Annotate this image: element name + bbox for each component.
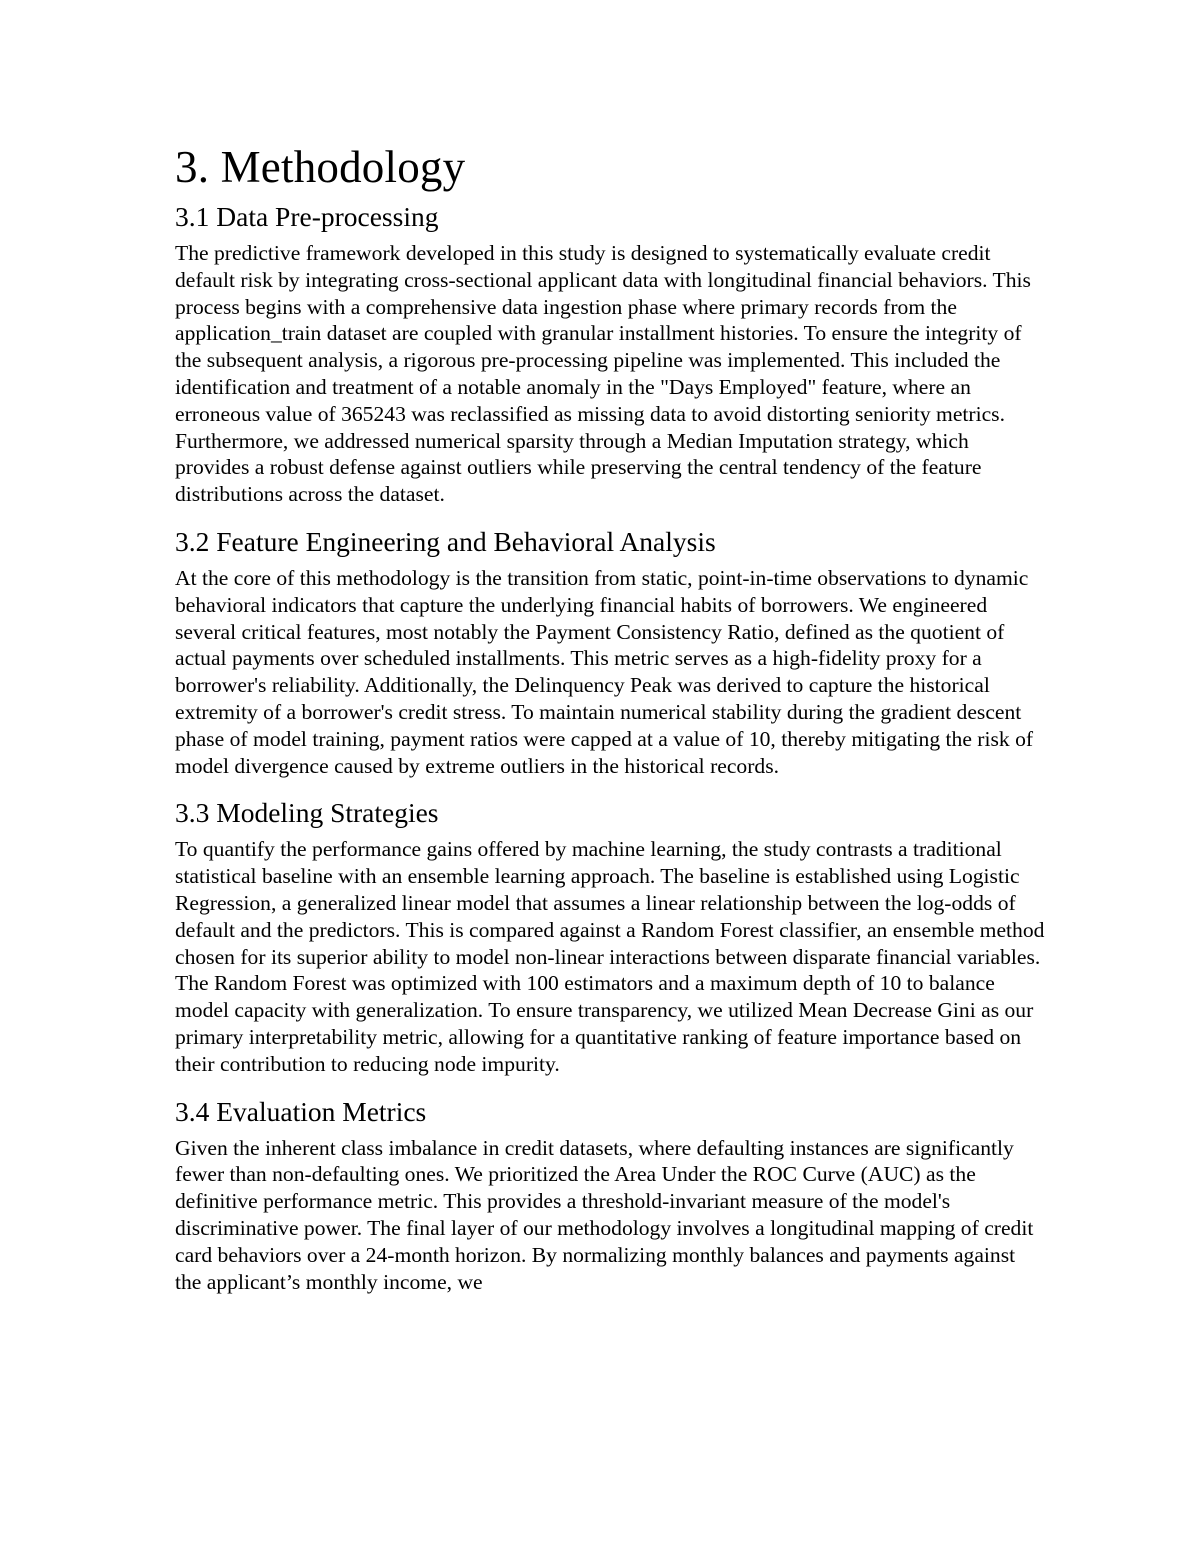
- document-page: [175, 138, 1045, 1295]
- section-heading: 3.3 Modeling Strategies: [175, 797, 439, 829]
- section-heading: 3.2 Feature Engineering and Behavioral Analysis: [175, 525, 716, 557]
- section-data-preprocessing: [175, 200, 1045, 508]
- section-modeling-strategies: [175, 796, 1045, 1077]
- section-paragraph: Given the inherent class imbalance in credit datasets, where defaulting instances are significantly fewer than non-defaulting ones. We prioritized the Area Under the ROC Curve (AUC) as the definitive performance metric. This provides a threshold-invariant measure of the model's discriminative power. The final layer of our methodology involves a longitudinal mapping of credit card behaviors over a 24-month horizon. By normalizing monthly balances and payments against the applicant’s monthly income, we: [175, 1135, 1034, 1294]
- section-feature-engineering: [175, 525, 1045, 779]
- section-paragraph: To quantify the performance gains offered by machine learning, the study contrasts a traditional statistical baseline with an ensemble learning approach. The baseline is established using Logistic Regression, a generalized linear model that assumes a linear relationship between the log-odds of default and the predictors. This is compared against a Random Forest classifier, an ensemble method chosen for its superior ability to model non-linear interactions between disparate financial variables. The Random Forest was optimized with 100 estimators and a maximum depth of 10 to balance model capacity with generalization. To ensure transparency, we utilized Mean Decrease Gini as our primary interpretability metric, allowing for a quantitative ranking of feature importance based on their contribution to reducing node impurity.: [175, 837, 1045, 1076]
- section-paragraph: The predictive framework developed in this study is designed to systematically evaluate credit default risk by integrating cross-sectional applicant data with longitudinal financial behaviors. This process begins with a comprehensive data ingestion phase where primary records from the application_train dataset are coupled with granular installment histories. To ensure the integrity of the subsequent analysis, a rigorous pre-processing pipeline was implemented. This included the identification and treatment of a notable anomaly in the "Days Employed" feature, where an erroneous value of 365243 was reclassified as missing data to avoid distorting seniority metrics. Furthermore, we addressed numerical sparsity through a Median Imputation strategy, which provides a robust defense against outliers while preserving the central tendency of the feature distributions across the dataset.: [175, 241, 1031, 507]
- section-paragraph: At the core of this methodology is the transition from static, point-in-time observations to dynamic behavioral indicators that capture the underlying financial habits of borrowers. We engineered several critical features, most notably the Payment Consistency Ratio, defined as the quotient of actual payments over scheduled installments. This metric serves as a high-fidelity proxy for a borrower's reliability. Additionally, the Delinquency Peak was derived to capture the historical extremity of a borrower's credit stress. To maintain numerical stability during the gradient descent phase of model training, payment ratios were capped at a value of 10, thereby mitigating the risk of model divergence caused by extreme outliers in the historical records.: [175, 565, 1034, 778]
- section-evaluation-metrics: [175, 1095, 1045, 1296]
- section-heading: 3.4 Evaluation Metrics: [175, 1095, 427, 1127]
- section-heading: 3.1 Data Pre-processing: [175, 201, 439, 232]
- page-title: 3. Methodology: [175, 142, 466, 192]
